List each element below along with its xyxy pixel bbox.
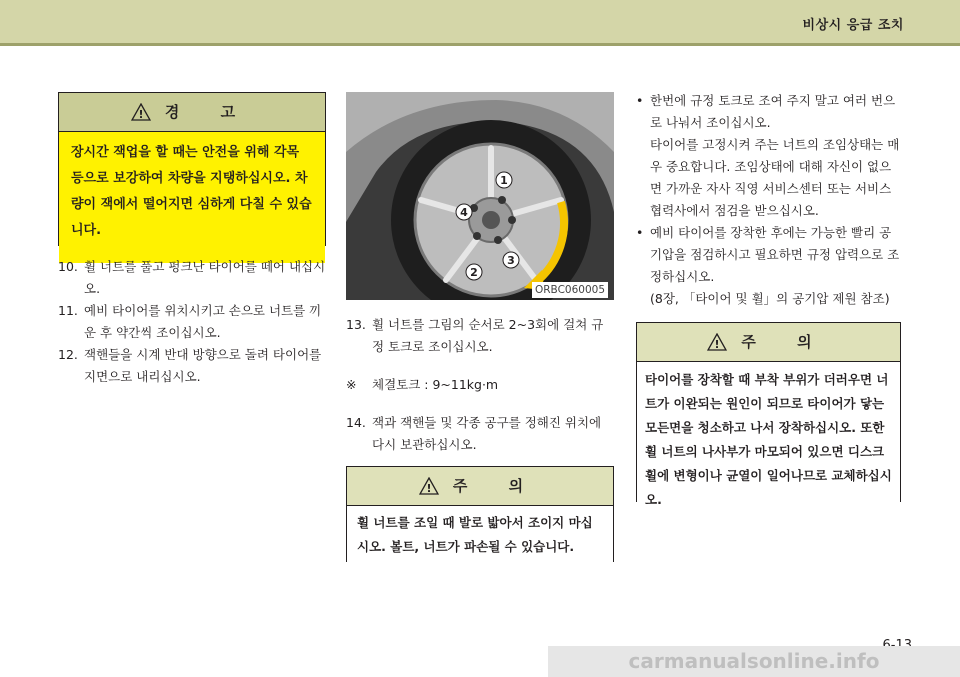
nut-label-4: 4 [460, 206, 468, 219]
step-item-12: 12. 잭핸들을 시계 반대 방향으로 돌려 타이어를 지면으로 내리십시오. [58, 347, 322, 384]
caution-1-body: 휠 너트를 조일 때 발로 밟아서 조이지 마십시오. 볼트, 너트가 파손될 수 있습니다. [347, 506, 613, 564]
step-item-11: 11. 예비 타이어를 위치시키고 손으로 너트를 끼운 후 약간씩 조이십시오. [58, 303, 322, 340]
header-rule [0, 43, 960, 46]
caution-box-2 [636, 322, 901, 507]
nut-order-labels [346, 92, 614, 300]
caution-2-heading [637, 323, 900, 362]
svg-text:!: ! [426, 482, 432, 495]
warning-triangle-icon [131, 103, 151, 121]
warning-heading [59, 93, 325, 132]
section-title: 비상시 응급 조치 [802, 18, 904, 33]
steps-middle-list [346, 314, 614, 456]
caution-2-heading-text: 주 의 [741, 333, 830, 351]
wheel-figure [346, 92, 614, 300]
bullet-item-2: • 예비 타이어를 장착한 후에는 가능한 빨리 공기압을 점검하시고 필요하면 규정 압력으로 조정하십시오. [636, 225, 900, 284]
caution-2-body: 타이어를 장착할 때 부착 부위가 더러우면 너트가 이완되는 원인이 되므로 타이어가 닿는 모든면을 청소하고 나서 장착하십시오. 또한 휠 너트의 나사부가 마모되어 있으면 디스크 휠에 변형이나 균열이 일어나므로 교체하십시오. [637, 362, 900, 518]
warning-box [58, 92, 326, 246]
figure-code: ORBC060005 [532, 282, 608, 298]
warning-body: 장시간 잭업을 할 때는 안전을 위해 각목 등으로 보강하여 차량을 지탱하십시오. 차량이 잭에서 떨어지면 심하게 다칠 수 있습니다. [59, 132, 325, 263]
nut-label-3: 3 [507, 254, 515, 267]
middle-column [346, 92, 614, 562]
caution-1-triangle-icon [419, 477, 439, 495]
svg-text:!: ! [714, 338, 720, 351]
step-item-14: 14. 잭과 잭핸들 및 각종 공구를 정해진 위치에 다시 보관하십시오. [346, 415, 602, 452]
bullet-item-1: • 한번에 규정 토크로 조여 주지 말고 여러 번으로 나눠서 조이십시오. [636, 93, 896, 130]
warning-heading-text: 경 고 [164, 103, 254, 121]
nut-label-2: 2 [470, 266, 478, 279]
watermark: carmanualsonline.info [548, 646, 960, 677]
bullet-item-2-reference: (8장, 「타이어 및 휠」의 공기압 제원 참조) [650, 291, 890, 306]
right-column [636, 90, 901, 507]
nut-label-1: 1 [500, 174, 508, 187]
svg-text:!: ! [138, 108, 144, 121]
bullets-right-list [636, 90, 901, 310]
step-item-10: 10. 휠 너트를 풀고 펑크난 타이어를 떼어 내십시오. [58, 259, 326, 296]
caution-box-1 [346, 466, 614, 562]
left-column [58, 92, 326, 388]
caution-1-heading [347, 467, 613, 506]
bullet-item-1-continuation: 타이어를 고정시켜 주는 너트의 조임상태는 매우 중요합니다. 조임상태에 대해 자신이 없으면 가까운 자사 직영 서비스센터 또는 서비스협력사에서 점검을 받으십시오. [650, 137, 900, 218]
caution-1-heading-text: 주 의 [452, 477, 542, 495]
caution-2-triangle-icon [707, 333, 727, 351]
step-item-13: 13. 휠 너트를 그림의 순서로 2~3회에 걸쳐 규정 토크로 조이십시오. [346, 317, 604, 354]
steps-left-list [58, 256, 326, 388]
torque-note: ※ 체결토크 : 9~11kg·m [346, 377, 499, 392]
